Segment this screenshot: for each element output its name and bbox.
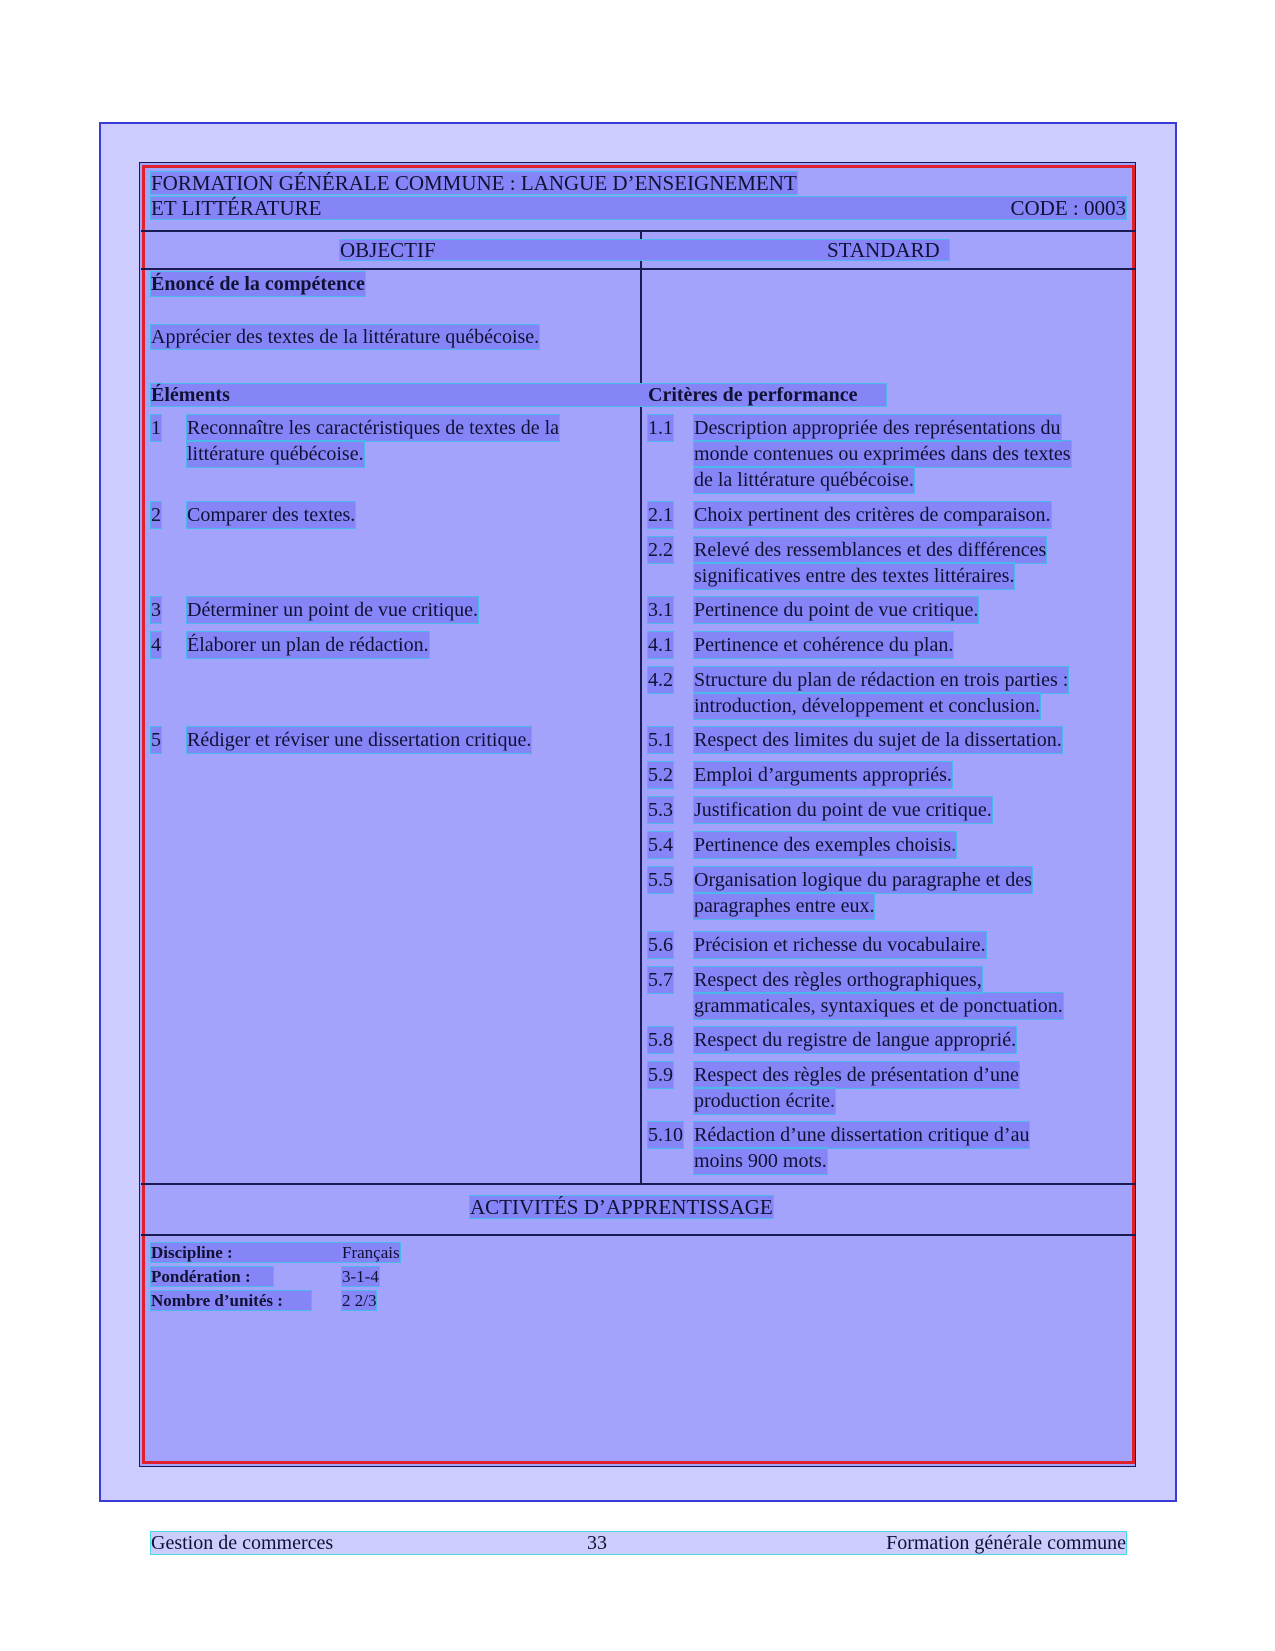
divider <box>141 1183 1136 1185</box>
course-code: CODE : 0003 <box>1010 196 1126 220</box>
activites-title: ACTIVITÉS D’APPRENTISSAGE <box>470 1195 773 1219</box>
critere-item-number: 5.5 <box>648 869 673 891</box>
critere-item-text: grammaticales, syntaxiques et de ponctuation. <box>694 995 1063 1017</box>
critere-item-number: 5.10 <box>648 1124 683 1146</box>
criteres-heading: Critères de performance <box>648 384 858 406</box>
critere-item-text: Respect des limites du sujet de la dissertation. <box>694 729 1062 751</box>
critere-item-number: 2.2 <box>648 539 673 561</box>
discipline-value: Français <box>342 1243 400 1262</box>
element-item-text: Élaborer un plan de rédaction. <box>187 634 429 656</box>
element-item-text: Comparer des textes. <box>187 504 356 526</box>
critere-item-number: 5.3 <box>648 799 673 821</box>
critere-item-number: 2.1 <box>648 504 673 526</box>
critere-item-number: 5.9 <box>648 1064 673 1086</box>
footer-left: Gestion de commerces <box>151 1532 334 1554</box>
element-item-text: Déterminer un point de vue critique. <box>187 599 479 621</box>
unites-label: Nombre d’unités : <box>151 1291 311 1310</box>
critere-item-text: paragraphes entre eux. <box>694 895 875 917</box>
critere-item-number: 5.8 <box>648 1029 673 1051</box>
critere-item-number: 1.1 <box>648 417 673 439</box>
critere-item-text: Choix pertinent des critères de comparaison. <box>694 504 1051 526</box>
critere-item-text: significatives entre des textes littéraires. <box>694 565 1015 587</box>
column-title-standard: STANDARD <box>827 238 940 262</box>
element-item-number: 1 <box>151 417 161 439</box>
divider <box>141 1234 1136 1236</box>
elements-heading: Éléments <box>151 384 230 406</box>
page-number: 33 <box>587 1532 607 1554</box>
element-item-text: Reconnaître les caractéristiques de textes de la <box>187 417 560 439</box>
critere-item-text: production écrite. <box>694 1090 836 1112</box>
critere-item-text: Pertinence des exemples choisis. <box>694 834 957 856</box>
page-footer <box>151 1532 1126 1554</box>
critere-item-number: 4.1 <box>648 634 673 656</box>
footer-right: Formation générale commune <box>886 1532 1126 1554</box>
discipline-label: Discipline : <box>151 1243 351 1262</box>
column-title-objectif: OBJECTIF <box>340 238 436 262</box>
column-divider <box>640 230 642 1183</box>
element-item-number: 2 <box>151 504 161 526</box>
critere-item-text: introduction, développement et conclusion. <box>694 695 1041 717</box>
critere-item-text: Pertinence du point de vue critique. <box>694 599 979 621</box>
critere-item-text: Rédaction d’une dissertation critique d’au <box>694 1124 1030 1146</box>
header-title-line2: ET LITTÉRATURE <box>151 196 322 220</box>
divider <box>141 230 1136 232</box>
element-item-number: 3 <box>151 599 161 621</box>
ponderation-label: Pondération : <box>151 1267 273 1286</box>
critere-item-number: 5.6 <box>648 934 673 956</box>
critere-item-number: 5.1 <box>648 729 673 751</box>
critere-item-text: Respect des règles de présentation d’une <box>694 1064 1019 1086</box>
header-title-line1: FORMATION GÉNÉRALE COMMUNE : LANGUE D’ENSEIGNEMENT <box>151 171 797 195</box>
critere-item-text: Organisation logique du paragraphe et des <box>694 869 1032 891</box>
critere-item-number: 5.7 <box>648 969 673 991</box>
critere-item-text: Précision et richesse du vocabulaire. <box>694 934 986 956</box>
critere-item-number: 4.2 <box>648 669 673 691</box>
critere-item-text: Emploi d’arguments appropriés. <box>694 764 952 786</box>
critere-item-text: Justification du point de vue critique. <box>694 799 992 821</box>
critere-item-text: Structure du plan de rédaction en trois parties : <box>694 669 1069 691</box>
critere-item-text: de la littérature québécoise. <box>694 469 914 491</box>
element-item-number: 4 <box>151 634 161 656</box>
critere-item-text: monde contenues ou exprimées dans des textes <box>694 443 1071 465</box>
critere-item-text: Respect des règles orthographiques, <box>694 969 982 991</box>
critere-item-number: 5.4 <box>648 834 673 856</box>
critere-item-text: Respect du registre de langue approprié. <box>694 1029 1017 1051</box>
enonce-text: Apprécier des textes de la littérature québécoise. <box>151 326 540 348</box>
critere-item-text: Description appropriée des représentations du <box>694 417 1061 439</box>
ponderation-value: 3-1-4 <box>342 1267 379 1286</box>
critere-item-text: moins 900 mots. <box>694 1150 827 1172</box>
element-item-number: 5 <box>151 729 161 751</box>
element-item-text: littérature québécoise. <box>187 443 364 465</box>
critere-item-number: 3.1 <box>648 599 673 621</box>
unites-value: 2 2/3 <box>342 1291 377 1310</box>
critere-item-text: Relevé des ressemblances et des différences <box>694 539 1047 561</box>
divider <box>141 268 1136 270</box>
critere-item-text: Pertinence et cohérence du plan. <box>694 634 954 656</box>
critere-item-number: 5.2 <box>648 764 673 786</box>
enonce-heading: Énoncé de la compétence <box>151 273 365 295</box>
element-item-text: Rédiger et réviser une dissertation critique. <box>187 729 532 751</box>
